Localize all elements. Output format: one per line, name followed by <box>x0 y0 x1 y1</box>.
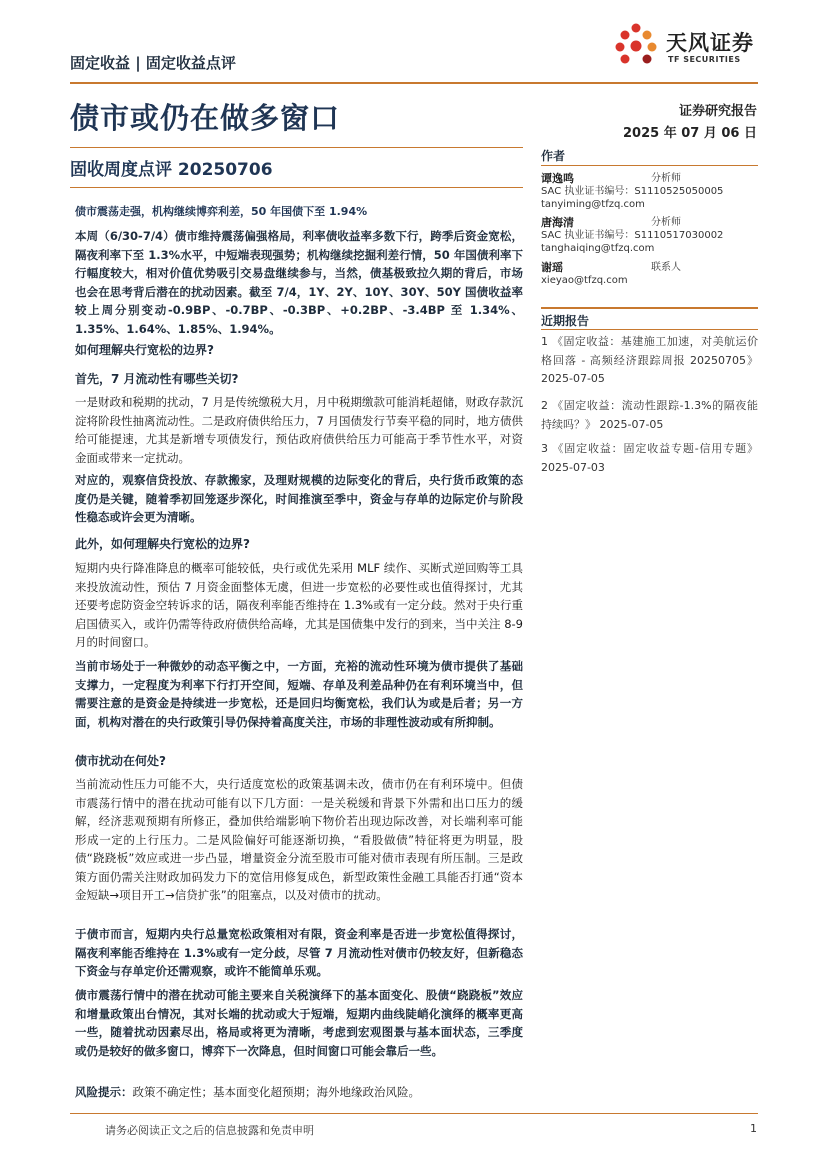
logo-text-en: TF SECURITIES <box>668 55 741 64</box>
author-email[interactable]: tanghaiqing@tfzq.com <box>541 243 655 254</box>
recent-report-item[interactable]: 1 《固定收益：基建施工加速，对美航运价格回落 - 高频经济跟踪周报 20250705》 2025-07-05 <box>541 335 758 385</box>
recent-reports-title: 近期报告 <box>541 314 590 328</box>
author-entry <box>541 261 758 287</box>
header-divider <box>70 82 758 84</box>
paragraph-disturbances: 当前流动性压力可能不大，央行适度宽松的政策基调未改，债市仍在有利环境中。但债市震荡行情中的潜在扰动可能有以下几方面：一是关税缓和背景下外需和出口压力的缓解，经济悲观预期有所修正，叠加供给端影响下物价若出现边际改善，对长端利率可能形成一定的上行压力。二是风险偏好可能逐渐切换，“看股做债”特征将更为明显，股债“跷跷板”效应或进一步凸显，增量资金分流至股市可能对债市表现有所压制。三是政策方面仍需关注财政加码发力下的宽信用修复成色，新型政策性金融工具能否打通“资本金短缺→项目开工→信贷扩张”的阻塞点，以及对债市的扰动。 <box>75 777 523 902</box>
paragraph-text: 对应的，观察信贷投放、存款搬家，及理财规模的边际变化的背后，央行货币政策的态度仍是关键，随着季初回笼逐步深化，时间推演至季中，资金与存单的边际定价与阶段性稳态或许会更为清晰。 <box>75 473 523 524</box>
author-name: 谢瑶 <box>541 261 563 274</box>
page-number: 1 <box>750 1122 757 1135</box>
recent-report-item[interactable]: 3 《固定收益：固定收益专题-信用专题》 2025-07-03 <box>541 442 758 474</box>
author-name: 唐海清 <box>541 216 574 229</box>
author-role: 分析师 <box>651 173 681 184</box>
report-category: 固定收益 | 固定收益点评 <box>70 54 236 72</box>
paragraph-easing-boundary: 短期内央行降准降息的概率可能较低，央行或优先采用 MLF 续作、买断式逆回购等工具来投放流动性，预估 7 月资金面整体无虞，但进一步宽松的必要性或也值得探讨，尤其还要考虑防资金空转诉求的话，隔夜利率能否维持在 1.3%或有一定分歧。然对于央行重启国债买入，或许仍需等待政府债供给高峰，尤其是国债集中发行的到来，当中关注 8-9 月的时间窗口。 <box>75 561 523 649</box>
author-cert: SAC 执业证书编号：S1110517030002 <box>541 230 724 241</box>
recent-divider-bottom <box>541 329 758 330</box>
paragraph-market-balance <box>75 657 523 731</box>
author-email[interactable]: tanyiming@tfzq.com <box>541 199 645 210</box>
paragraph-text: 本周（6/30-7/4）债市维持震荡偏强格局，利率债收益率多数下行，跨季后资金宽松，隔夜利率下至 1.3%水平，中短端表现强势；机构继续挖掘利差行情，50 年国债利率下行幅度较大，相对价值优势吸引交易盘继续参与，当然，债基极致拉久期的背后，市场也会在思考背后潜在的扰动因素。截至 7/4，1Y、2Y、10Y、30Y、50Y 国债收益率较上周分别变动-0.9BP、-0.7BP、-0.3BP、+0.2BP、-3.4BP 至 1.34%、1.35%、1.64%、1.85%、1.94%。 <box>75 229 523 336</box>
report-date: 2025 年 07 月 06 日 <box>623 126 757 141</box>
authors-title: 作者 <box>541 149 566 163</box>
question-heading-1: 如何理解央行宽松的边界? <box>75 343 214 357</box>
paragraph-liquidity-concerns: 一是财政和税期的扰动，7 月是传统缴税大月，月中税期缴款可能消耗超储，财政存款沉淀将阶段性抽离流动性。二是政府债供给压力，7 月国债发行节奏平稳的同时，地方债供给可能提速，尤其是新增专项债发行，预估政府债供给压力可能高于季节性水平，对资金面或带来一定扰动。 <box>75 395 523 465</box>
paragraph-weekly-review <box>75 227 523 338</box>
question-heading-3: 此外，如何理解央行宽松的边界? <box>75 537 250 551</box>
author-name: 谭逸鸣 <box>541 172 574 185</box>
footer-divider <box>70 1113 758 1114</box>
logo-text-cn: 天风证券 <box>666 31 754 55</box>
question-heading-2: 首先，7 月流动性有哪些关切? <box>75 372 239 386</box>
recent-report-item[interactable]: 2 《固定收益：流动性跟踪-1.3%的隔夜能持续吗？》 2025-07-05 <box>541 399 758 431</box>
paragraph-text: 于债市而言，短期内央行总量宽松政策相对有限，资金利率是否进一步宽松值得探讨，隔夜利率能否维持在 1.3%或有一定分歧，尽管 7 月流动性对债市仍较友好，但新稳态下资金与存单定价还需观察，或许不能简单乐观。 <box>75 927 523 978</box>
tf-logo-icon <box>612 22 660 66</box>
summary-heading: 债市震荡走强，机构继续博弈利差，50 年国债下至 1.94% <box>75 205 368 218</box>
author-entry <box>541 216 758 255</box>
paragraph-conclusion <box>75 986 523 1060</box>
risk-label: 风险提示： <box>75 1085 133 1099</box>
authors-divider <box>541 165 758 166</box>
subtitle-divider-top <box>70 147 523 148</box>
paragraph-text: 债市震荡行情中的潜在扰动可能主要来自关税演绎下的基本面变化、股债“跷跷板”效应和增量政策出台情况，其对长端的扰动或大于短端，短期内曲线陡峭化演绎的概率更高一些，随着扰动因素尽出，格局或将更为清晰，考虑到宏观图景与基本面状态，三季度或仍是较好的做多窗口，博弈下一次降息，但时间窗口可能会靠后一些。 <box>75 988 523 1058</box>
author-role: 联系人 <box>651 262 681 273</box>
author-entry <box>541 172 758 211</box>
subtitle-divider-bottom <box>70 187 523 188</box>
paragraph-bond-view <box>75 925 523 981</box>
recent-divider-top <box>541 307 758 309</box>
author-email[interactable]: xieyao@tfzq.com <box>541 275 628 286</box>
risk-text: 政策不确定性；基本面变化超预期；海外地缘政治风险。 <box>132 1085 420 1099</box>
paragraph-policy-attitude <box>75 471 523 527</box>
author-cert: SAC 执业证书编号：S1110525050005 <box>541 186 724 197</box>
page-title: 债市或仍在做多窗口 <box>70 101 341 135</box>
report-type: 证券研究报告 <box>678 104 757 119</box>
risk-warning <box>75 1083 523 1102</box>
page-subtitle: 固收周度点评 20250706 <box>70 160 273 180</box>
question-heading-4: 债市扰动在何处? <box>75 754 166 768</box>
paragraph-text: 当前市场处于一种微妙的动态平衡之中，一方面，充裕的流动性环境为债市提供了基础支撑力，一定程度为利率下行打开空间，短端、存单及利差品种仍在有利环境当中，但需要注意的是资金是持续进一步宽松，还是回归均衡宽松，我们认为或是后者；另一方面，机构对潜在的央行政策引导仍保持着高度关注，市场的非理性波动或有所抑制。 <box>75 659 523 729</box>
footer-disclaimer: 请务必阅读正文之后的信息披露和免责申明 <box>105 1124 314 1137</box>
author-role: 分析师 <box>651 217 681 228</box>
